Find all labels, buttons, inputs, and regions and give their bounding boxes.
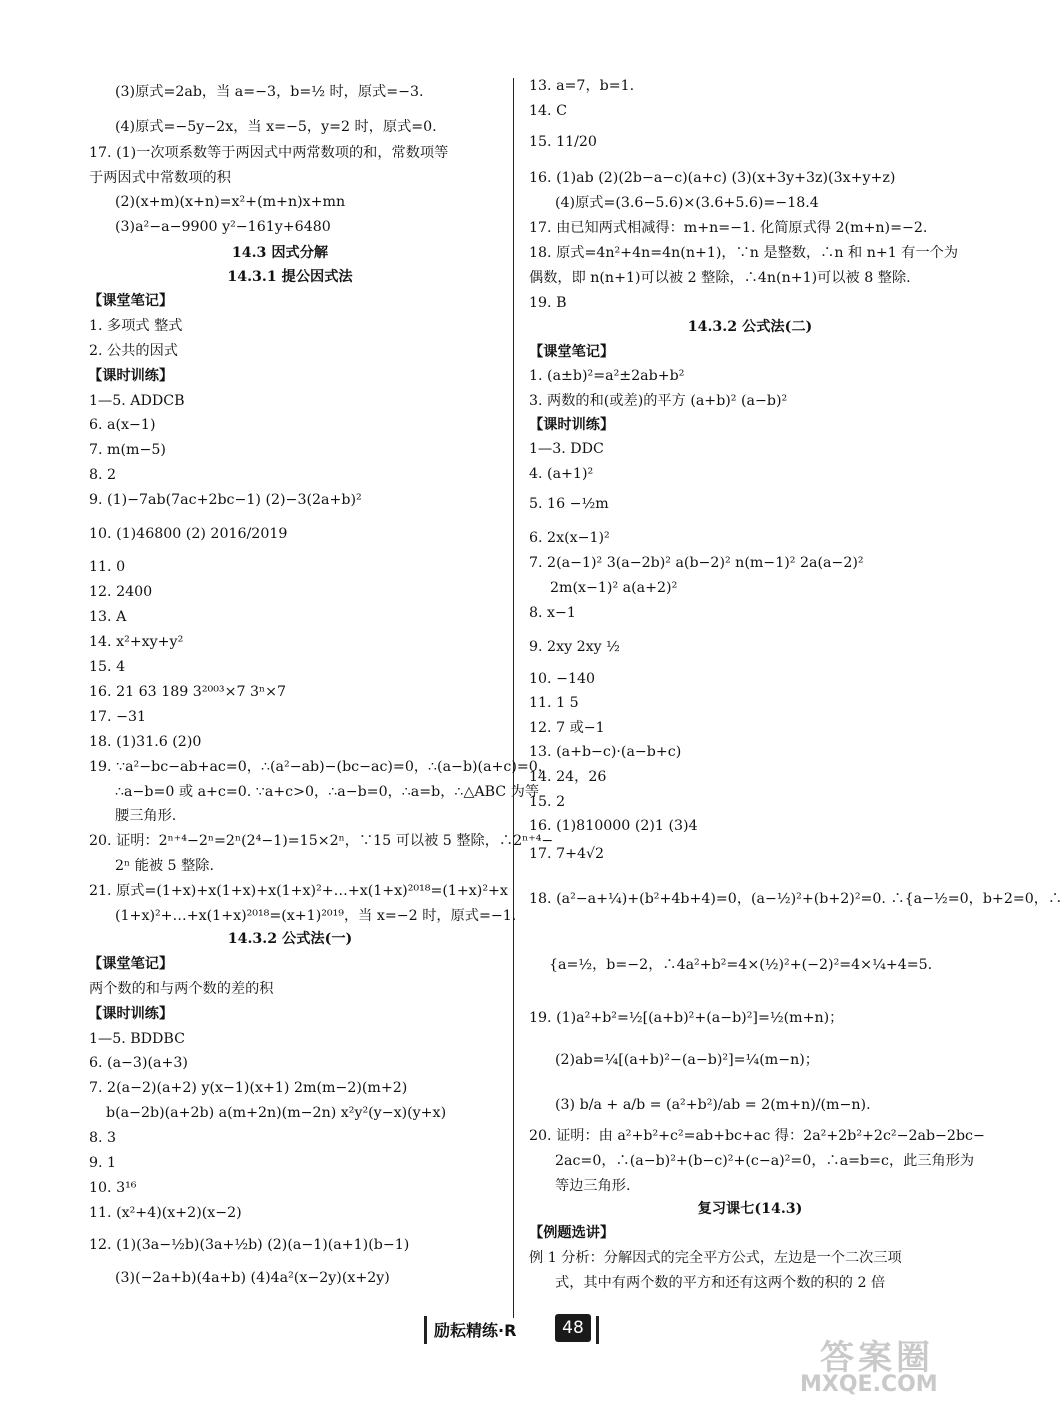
answer-line: 20. 证明：2ⁿ⁺⁴−2ⁿ=2ⁿ(2⁴−1)=15×2ⁿ，∵15 可以被 5 整除，∴2ⁿ⁺⁴−	[89, 833, 554, 849]
answer-line: 1—5. BDDBC	[89, 1031, 185, 1047]
answer-line: 7. 2(a−2)(a+2) y(x−1)(x+1) 2m(m−2)(m+2)	[89, 1080, 408, 1096]
answer-line: 7. m(m−5)	[89, 442, 166, 458]
answer-line: 1—3. DDC	[529, 441, 604, 457]
answer-line: 14. 24，26	[529, 769, 607, 785]
answer-line: (3) b/a + a/b = (a²+b²)/ab = 2(m+n)/(m−n).	[555, 1097, 871, 1113]
answer-line: 式，其中有两个数的平方和还有这两个数的积的 2 倍	[555, 1275, 886, 1291]
answer-line: 1—5. ADDCB	[89, 393, 185, 409]
answer-line: 腰三角形.	[115, 808, 177, 824]
answer-line: (4)原式=(3.6−5.6)×(3.6+5.6)=−18.4	[555, 195, 819, 211]
answer-line: 17. −31	[89, 709, 147, 725]
answer-line: 等边三角形.	[555, 1178, 631, 1194]
subsection-heading: 复习课七(14.3)	[697, 1201, 803, 1217]
subsection-heading: 14.3.2 公式法(二)	[687, 319, 813, 335]
answer-line: 17. 由已知两式相减得：m+n=−1. 化简原式得 2(m+n)=−2.	[529, 220, 928, 236]
section-label: 【课堂笔记】	[529, 344, 615, 360]
answer-line: 12. 7 或−1	[529, 720, 605, 736]
answer-line: 16. 21 63 189 3²⁰⁰³×7 3ⁿ×7	[89, 684, 287, 700]
answer-line: 9. (1)−7ab(7ac+2bc−1) (2)−3(2a+b)²	[89, 492, 362, 508]
answer-line: b(a−2b)(a+2b) a(m+2n)(m−2n) x²y²(y−x)(y+x)	[106, 1105, 447, 1121]
answer-line: 14. x²+xy+y²	[89, 634, 184, 650]
section-label: 【课时训练】	[88, 368, 174, 384]
section-heading: 14.3 因式分解	[231, 245, 329, 261]
answer-line: (4)原式=−5y−2x，当 x=−5，y=2 时，原式=0.	[115, 119, 437, 135]
section-label: 【课堂笔记】	[88, 293, 174, 309]
answer-line: 15. 11/20	[529, 134, 597, 150]
answer-line: 13. (a+b−c)·(a−b+c)	[529, 744, 682, 760]
section-label: 【例题选讲】	[529, 1225, 615, 1241]
answer-line: 2ⁿ 能被 5 整除.	[115, 858, 214, 874]
answer-line: 19. ∵a²−bc−ab+ac=0，∴(a²−ab)−(bc−ac)=0，∴(a−b)(a+c)=0，	[89, 759, 553, 775]
answer-line: 11. 1 5	[529, 695, 579, 711]
answer-line: 1. 多项式 整式	[89, 318, 183, 334]
answer-line: 8. 2	[89, 467, 117, 483]
answer-line: 12. (1)(3a−½b)(3a+½b) (2)(a−1)(a+1)(b−1)	[89, 1237, 410, 1253]
answer-line: 8. x−1	[529, 605, 576, 621]
answer-line: 15. 2	[529, 794, 566, 810]
footer-bar-right	[596, 1316, 599, 1344]
page-number: 48	[555, 1314, 591, 1342]
footer-bar-left	[424, 1316, 427, 1344]
answer-line: ∴a−b=0 或 a+c=0. ∵a+c>0，∴a−b=0，∴a=b，∴△ABC 为等	[115, 784, 540, 800]
answer-line: 15. 4	[89, 659, 126, 675]
answer-line: 3. 两数的和(或差)的平方 (a+b)² (a−b)²	[529, 393, 788, 409]
answer-line: 20. 证明：由 a²+b²+c²=ab+bc+ac 得：2a²+2b²+2c²−2ab−2bc−	[529, 1128, 985, 1144]
answer-line: 10. 3¹⁶	[89, 1180, 137, 1196]
answer-line: (1+x)²+…+x(1+x)²⁰¹⁸=(x+1)²⁰¹⁹，当 x=−2 时，原式=−1.	[115, 908, 517, 924]
section-label: 【课时训练】	[88, 1006, 174, 1022]
answer-line: 6. 2x(x−1)²	[529, 530, 610, 546]
column-divider	[513, 78, 514, 1318]
answer-line: (3)原式=2ab，当 a=−3，b=½ 时，原式=−3.	[115, 84, 424, 100]
answer-line: 1. (a±b)²=a²±2ab+b²	[529, 368, 685, 384]
answer-line: 11. (x²+4)(x+2)(x−2)	[89, 1205, 242, 1221]
answer-line: 5. 16 −½m	[529, 496, 609, 512]
answer-line: {a=½，b=−2，∴4a²+b²=4×(½)²+(−2)²=4×¼+4=5.	[549, 957, 933, 973]
answer-line: 19. (1)a²+b²=½[(a+b)²+(a−b)²]=½(m+n)；	[529, 1010, 844, 1026]
answer-line: 偶数，即 n(n+1)可以被 2 整除，∴4n(n+1)可以被 8 整除.	[529, 270, 911, 286]
answer-line: (2)(x+m)(x+n)=x²+(m+n)x+mn	[115, 194, 346, 210]
answer-line: 13. A	[89, 609, 127, 625]
subsection-heading: 14.3.1 提公因式法	[227, 269, 353, 285]
answer-line: 12. 2400	[89, 584, 153, 600]
answer-line: 8. 3	[89, 1130, 117, 1146]
answer-line: 19. B	[529, 295, 567, 311]
answer-line: (3)(−2a+b)(4a+b) (4)4a²(x−2y)(x+2y)	[115, 1270, 390, 1286]
answer-line: 10. (1)46800 (2) 2016/2019	[89, 526, 288, 542]
answer-line: 2. 公共的因式	[89, 343, 178, 359]
answer-line: 4. (a+1)²	[529, 466, 594, 482]
answer-line: 2m(x−1)² a(a+2)²	[550, 580, 678, 596]
answer-line: 13. a=7，b=1.	[529, 78, 635, 94]
answer-line: 16. (1)ab (2)(2b−a−c)(a+c) (3)(x+3y+3z)(3x+y+z)	[529, 170, 896, 186]
answer-line: 例 1 分析：分解因式的完全平方公式，左边是一个二次三项	[529, 1250, 902, 1266]
answer-line: 18. (a²−a+¼)+(b²+4b+4)=0，(a−½)²+(b+2)²=0. ∴{a−½=0，b+2=0，∴	[529, 891, 1062, 907]
answer-line: (2)ab=¼[(a+b)²−(a−b)²]=¼(m−n)；	[555, 1052, 819, 1068]
answer-line: 6. a(x−1)	[89, 417, 156, 433]
section-label: 【课堂笔记】	[88, 956, 174, 972]
answer-line: 7. 2(a−1)² 3(a−2b)² a(b−2)² n(m−1)² 2a(a−2)²	[529, 555, 864, 571]
answer-line: 16. (1)810000 (2)1 (3)4	[529, 818, 698, 834]
answer-line: 两个数的和与两个数的差的积	[89, 981, 274, 997]
answer-line: 21. 原式=(1+x)+x(1+x)+x(1+x)²+…+x(1+x)²⁰¹⁸=(1+x)²+x	[89, 883, 508, 899]
answer-line: 10. −140	[529, 671, 596, 687]
answer-line: 9. 1	[89, 1155, 117, 1171]
answer-line: 9. 2xy 2xy ½	[529, 639, 620, 655]
section-label: 【课时训练】	[529, 417, 615, 433]
answer-line: 11. 0	[89, 559, 126, 575]
answer-line: 14. C	[529, 103, 567, 119]
subsection-heading: 14.3.2 公式法(一)	[227, 931, 353, 947]
watermark-url-text: MXQE.COM	[800, 1372, 938, 1397]
answer-line: (3)a²−a−9900 y²−161y+6480	[115, 219, 331, 235]
answer-line: 6. (a−3)(a+3)	[89, 1055, 188, 1071]
watermark-logo-text: 答案圈	[820, 1338, 934, 1378]
answer-line: 18. (1)31.6 (2)0	[89, 734, 202, 750]
answer-line: 2ac=0，∴(a−b)²+(b−c)²+(c−a)²=0，∴a=b=c，此三角形为	[555, 1153, 975, 1169]
answer-line: 17. 7+4√2	[529, 846, 605, 862]
answer-line: 17. (1)一次项系数等于两因式中两常数项的和，常数项等	[89, 145, 449, 161]
answer-line: 18. 原式=4n²+4n=4n(n+1)，∵n 是整数，∴n 和 n+1 有一个为	[529, 245, 959, 261]
footer-logo: 励耘精练·R	[434, 1321, 517, 1340]
answer-line: 于两因式中常数项的积	[89, 170, 231, 186]
